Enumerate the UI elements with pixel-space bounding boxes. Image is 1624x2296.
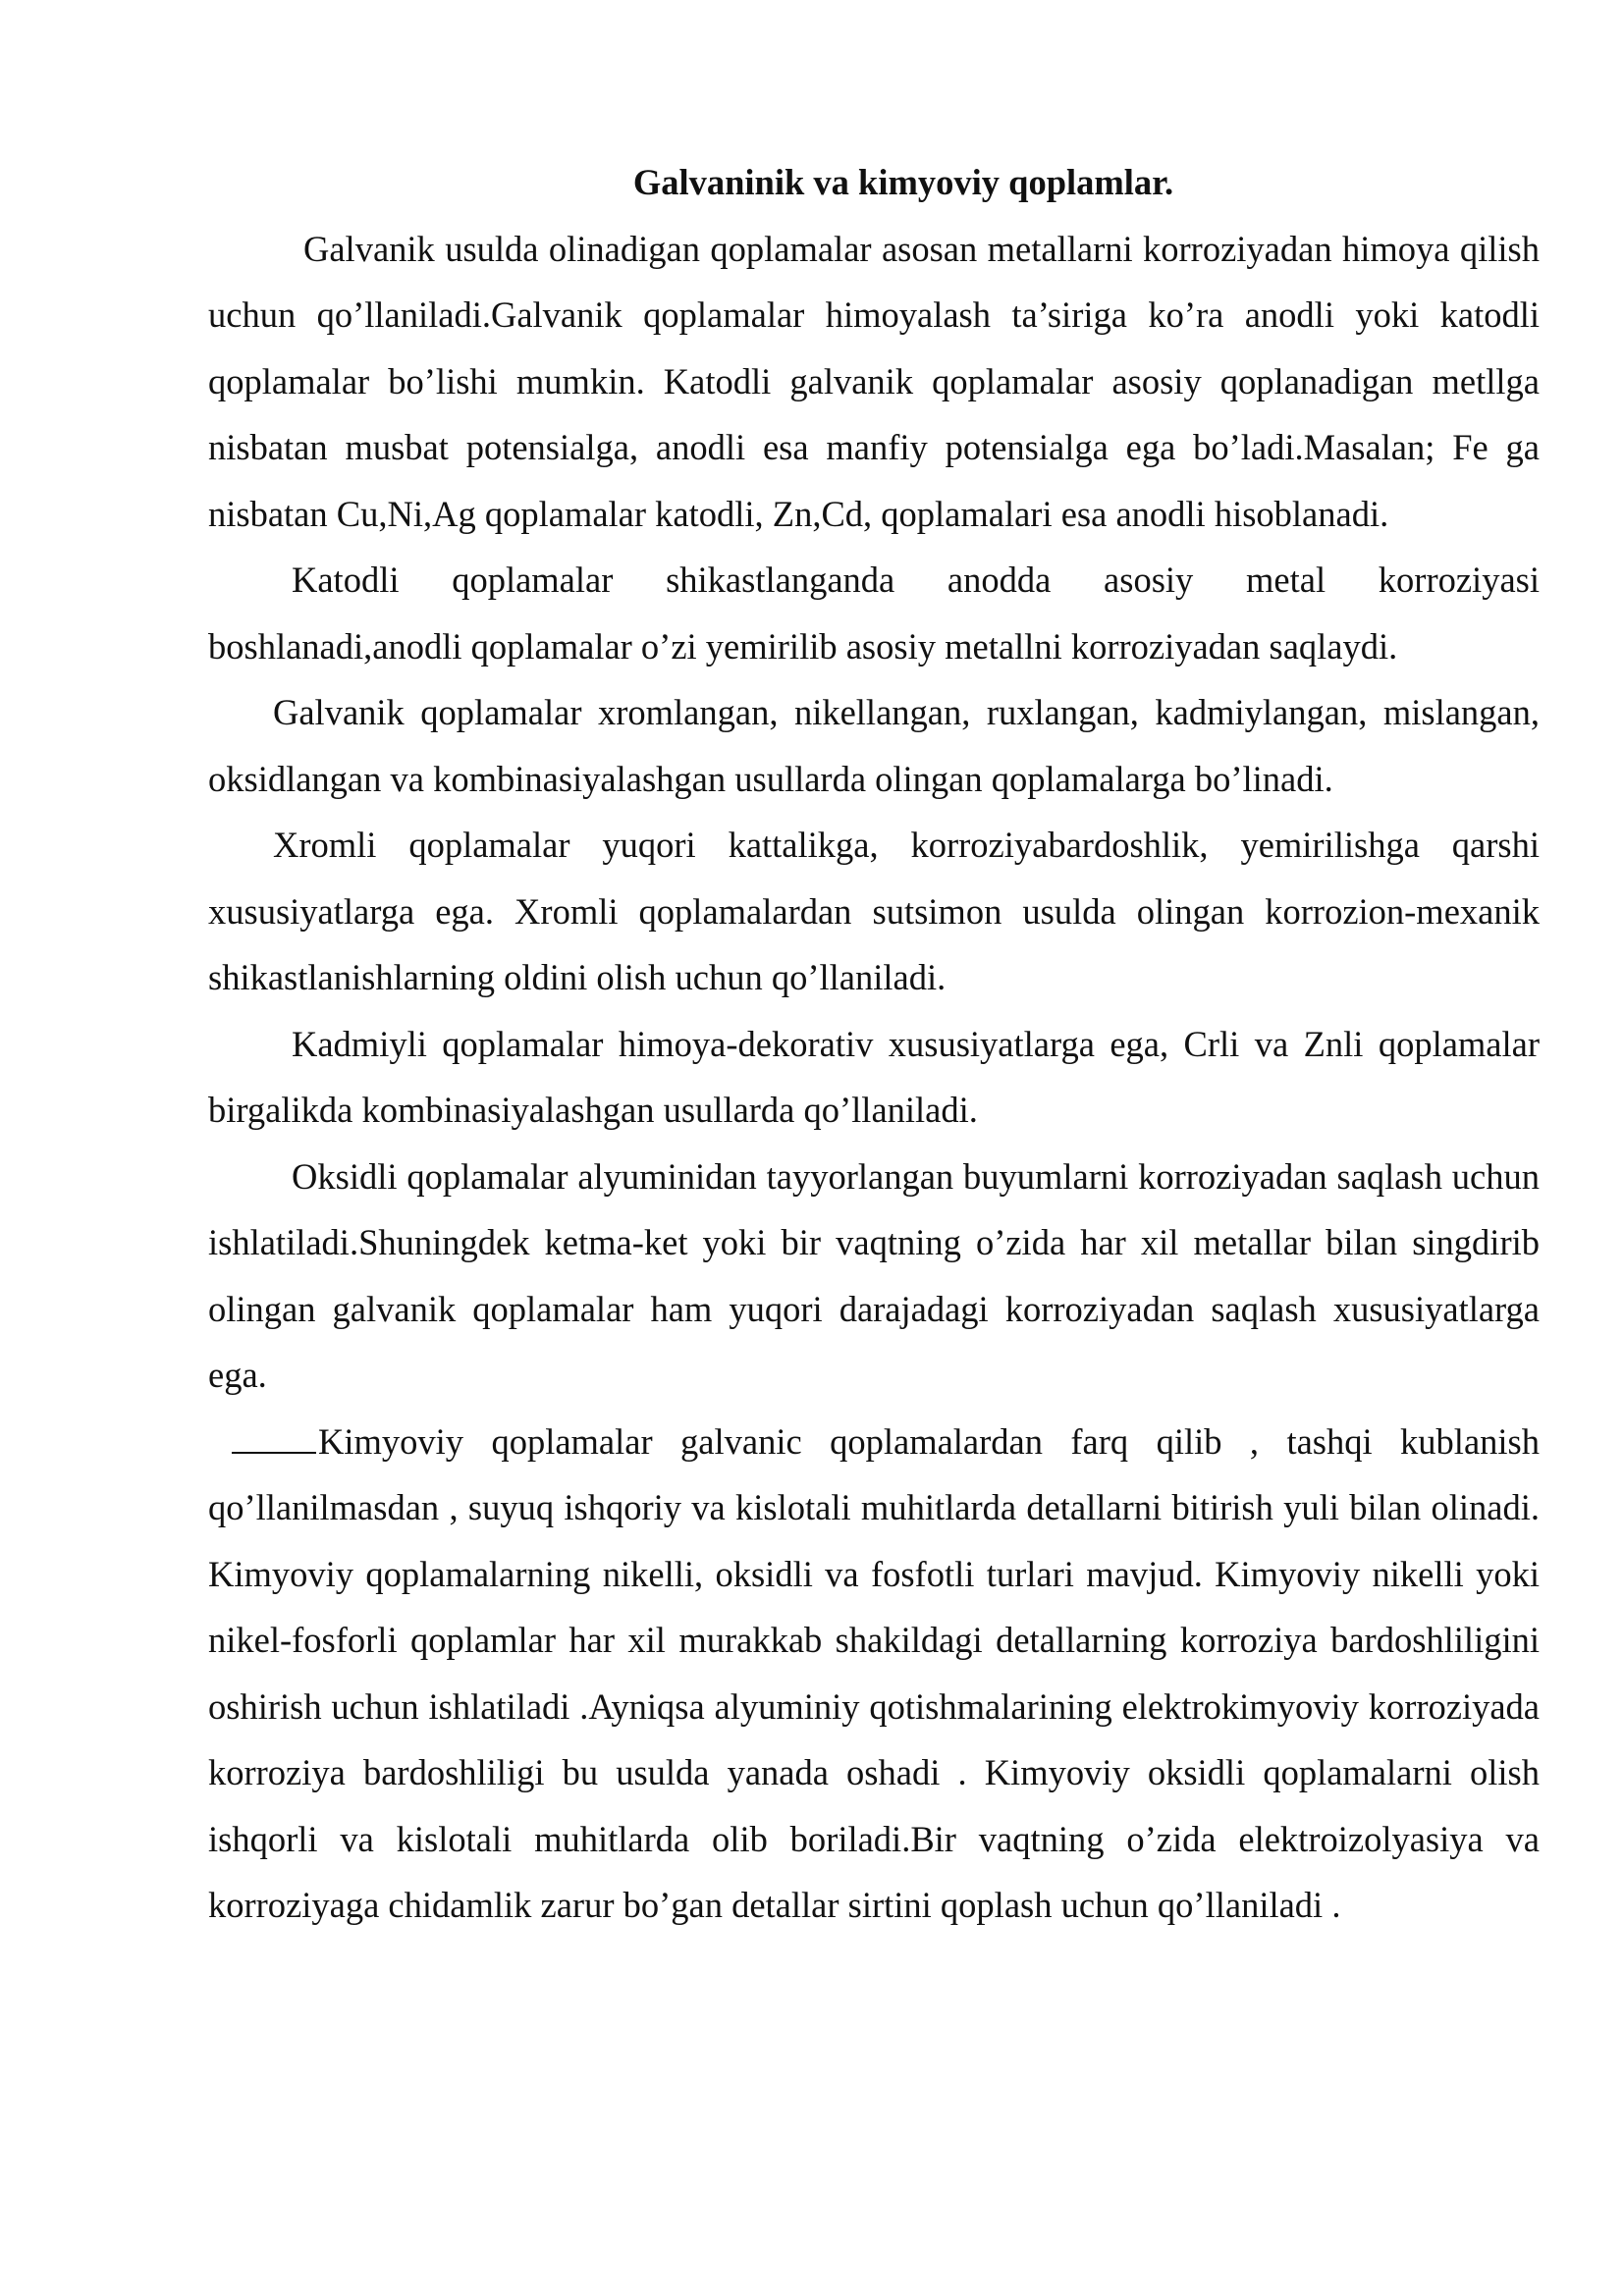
paragraph-5: Kadmiyli qoplamalar himoya-dekorativ xususiyatlarga ega, Crli va Znli qoplamalar birgalikda kombinasiyalashgan usullarda qo’llaniladi. [208,1023,1540,1130]
paragraph-6: Oksidli qoplamalar alyuminidan tayyorlangan buyumlarni korroziyadan saqlash uchun ishlatiladi.Shuningdek ketma-ket yoki bir vaqtning o’zida har xil metallar bilan singdirib olingan galvanik qoplamalar ham yuqori darajadagi korroziyadan saqlash xususiyatlarga ega. [208,1155,1540,1395]
underscore-line [232,1422,316,1454]
paragraph-2: Katodli qoplamalar shikastlanganda anodda asosiy metal korroziyasi boshlanadi,anodli qoplamalar o’zi yemirilib asosiy metallni korroziyadan saqlaydi. [208,560,1540,667]
paragraph-7-text: Kimyoviy qoplamalar galvanic qoplamalardan farq qilib , tashqi kublanish qo’llanilmasdan , suyuq ishqoriy va kislotali muhitlarda detallarni bitirish yuli bilan olinadi. Kimyoviy qoplamalarning nikelli, oksidli va fosfotli turlari mavjud. Kimyoviy nikelli yoki nikel-fosforli qoplamlar har xil murakkab shakildagi detallarning korroziya bardoshliligini oshirish uchun ishlatiladi .Ayniqsa alyuminiy qotishmalarining elektrokimyoviy korroziyada korroziya bardoshliligi bu usulda yanada oshadi . Kimyoviy oksidli qoplamalarni olish ishqorli va kislotali muhitlarda olib boriladi.Bir vaqtning o’zida elektroizolyasiya va korroziyaga chidamlik zarur bo’gan detallar sirtini qoplash uchun qo’llaniladi . [208,1420,1540,1925]
document-page [208,149,1540,1939]
paragraph-3: Galvanik qoplamalar xromlangan, nikellangan, ruxlangan, kadmiylangan, mislangan, oksidlangan va kombinasiyalashgan usullarda olingan qoplamalarga bo’linadi. [208,692,1540,799]
paragraph-1: Galvanik usulda olinadigan qoplamalar asosan metallarni korroziyadan himoya qilish uchun qo’llaniladi.Galvanik qoplamalar himoyalash ta’siriga ko’ra anodli yoki katodli qoplamalar bo’lishi mumkin. Katodli galvanik qoplamalar asosiy qoplanadigan metllga nisbatan musbat potensialga, anodli esa manfiy potensialga ega bo’ladi.Masalan; Fe ga nisbatan Cu,Ni,Ag qoplamalar katodli, Zn,Cd, qoplamalari esa anodli hisoblanadi. [208,228,1540,534]
document-title: Galvaninik va kimyoviy qoplamlar. [632,162,1174,202]
paragraph-7 [208,1409,1540,1939]
paragraph-4: Xromli qoplamalar yuqori kattalikga, korroziyabardoshlik, yemirilishga qarshi xususiyatlarga ega. Xromli qoplamalardan sutsimon usulda olingan korrozion-mexanik shikastlanishlarning oldini olish uchun qo’llaniladi. [208,825,1540,997]
